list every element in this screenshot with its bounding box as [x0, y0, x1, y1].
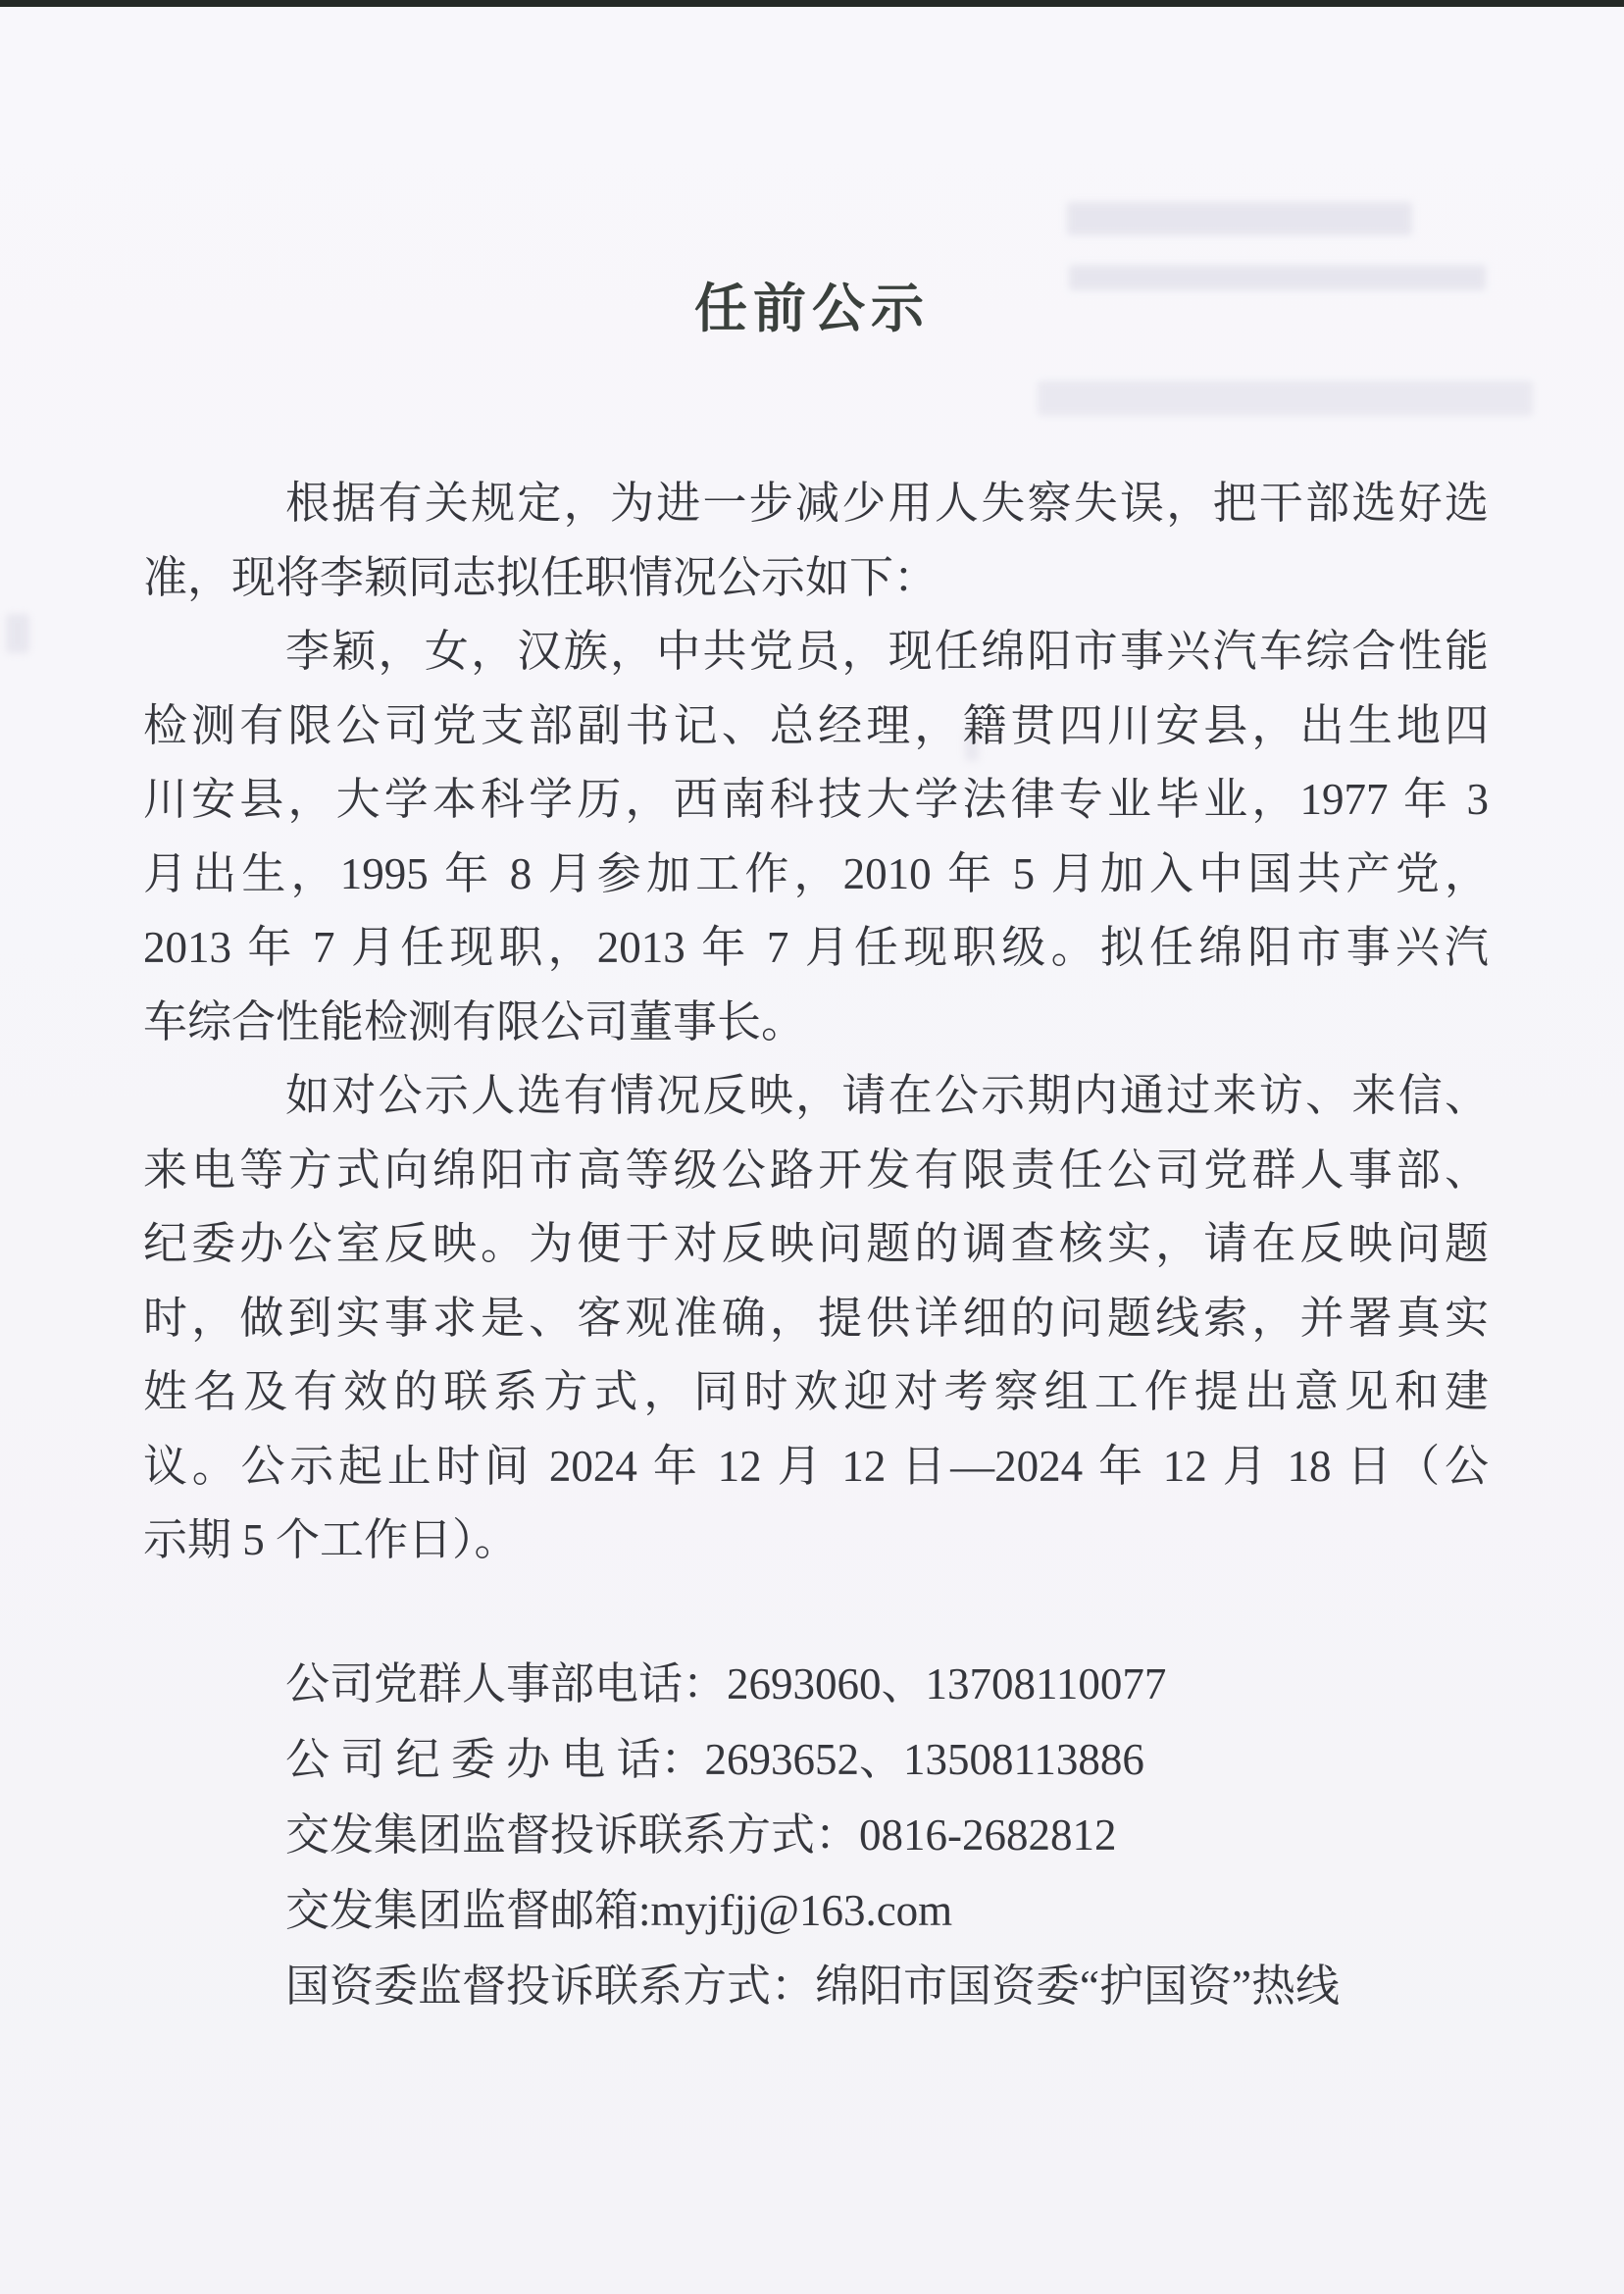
body-line: 如对公示人选有情况反映，请在公示期内通过来访、来信、 [285, 1071, 1489, 1120]
body-line: 月出生，1995 年 8 月参加工作，2010 年 5 月加入中国共产党， [143, 848, 1489, 898]
contact-line-supervision-email: 交发集团监督邮箱:myjfjj@163.com [285, 1885, 953, 1935]
paragraph-candidate-profile [143, 615, 1489, 1059]
body-line: 来电等方式向绵阳市高等级公路开发有限责任公司党群人事部、 [143, 1145, 1489, 1195]
body-line: 示期 5 个工作日）。 [143, 1515, 519, 1564]
paragraph-intro [143, 467, 1489, 615]
body-line: 时，做到实事求是、客观准确，提供详细的问题线索，并署真实 [143, 1293, 1489, 1343]
scan-artifact [1038, 381, 1533, 416]
contact-line-sasac-hotline: 国资委监督投诉联系方式：绵阳市国资委“护国资”热线 [285, 1961, 1340, 2011]
paragraph-feedback-instructions [143, 1059, 1489, 1578]
contact-info-block [143, 1647, 1489, 2024]
document-body [143, 467, 1489, 2024]
body-line: 根据有关规定，为进一步减少用人失察失误，把干部选好选 [285, 479, 1489, 528]
body-line: 2013 年 7 月任现职，2013 年 7 月任现职级。拟任绵阳市事兴汽 [143, 923, 1489, 972]
scan-artifact [6, 614, 29, 653]
body-line: 车综合性能检测有限公司董事长。 [143, 996, 806, 1046]
document-title: 任前公示 [694, 280, 930, 338]
body-line: 议。公示起止时间 2024 年 12 月 12 日—2024 年 12 月 18 日（公 [143, 1441, 1489, 1491]
body-line: 姓名及有效的联系方式，同时欢迎对考察组工作提出意见和建 [143, 1367, 1489, 1416]
body-line: 纪委办公室反映。为便于对反映问题的调查核实，请在反映问题 [143, 1219, 1489, 1268]
contact-line-hr-phone: 公司党群人事部电话：2693060、13708110077 [285, 1658, 1167, 1708]
body-line: 川安县，大学本科学历，西南科技大学法律专业毕业，1977 年 3 [143, 775, 1489, 824]
contact-line-group-complaint-phone: 交发集团监督投诉联系方式：0816-2682812 [285, 1810, 1117, 1860]
contact-line-discipline-phone: 公 司 纪 委 办 电 话：2693652、13508113886 [285, 1734, 1144, 1784]
scan-artifact [1067, 202, 1412, 235]
body-line: 李颖，女，汉族，中共党员，现任绵阳市事兴汽车综合性能 [285, 627, 1489, 676]
body-line: 检测有限公司党支部副书记、总经理，籍贯四川安县，出生地四 [143, 700, 1489, 750]
scanner-edge-strip [0, 0, 1624, 7]
body-line: 准，现将李颖同志拟任职情况公示如下： [143, 552, 939, 602]
